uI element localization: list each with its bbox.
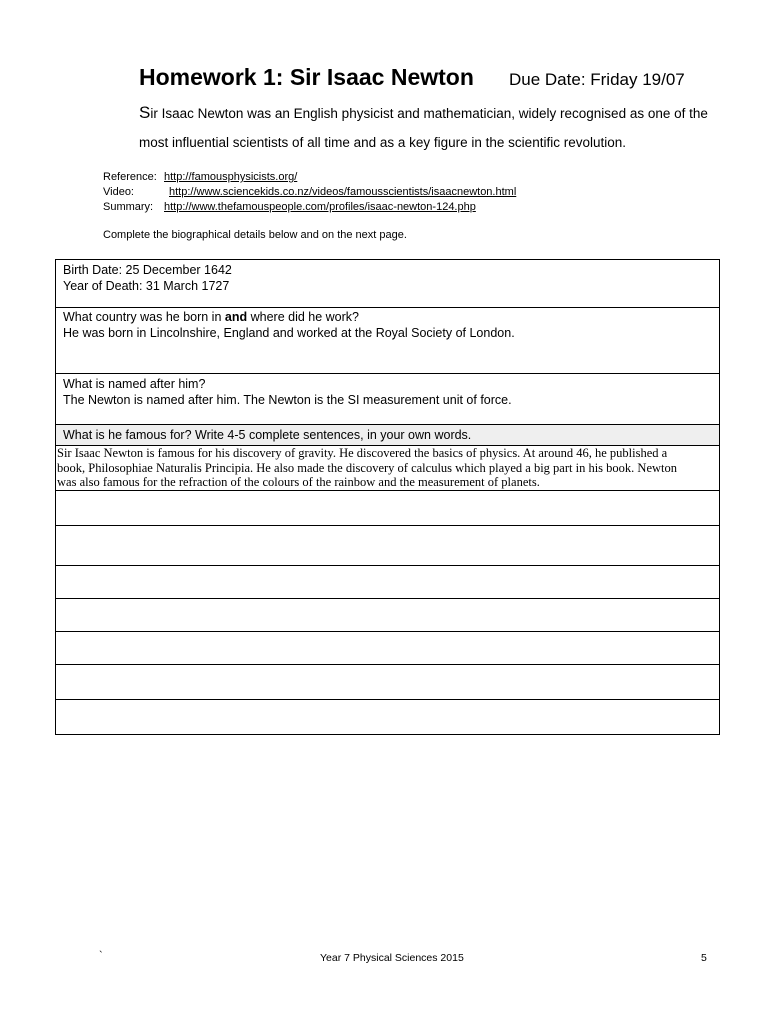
- page-number: 5: [701, 952, 707, 964]
- reference-label: Reference:: [103, 171, 157, 183]
- summary-label: Summary:: [103, 201, 154, 213]
- famous-answer-line: book, Philosophiae Naturalis Principia. He also made the discovery of calculus which played a big part in his book. Newton: [57, 460, 678, 475]
- due-date: Due Date: Friday 19/07: [509, 70, 685, 89]
- intro-first-letter: S: [139, 103, 151, 122]
- country-question: [63, 309, 712, 325]
- birth-date: Birth Date: 25 December 1642: [63, 263, 232, 277]
- named-cell[interactable]: [56, 374, 719, 425]
- famous-answer-line: Sir Isaac Newton is famous for his discovery of gravity. He discovered the basics of physics. At around 46, he published a: [57, 446, 668, 460]
- footer-course: Year 7 Physical Sciences 2015: [320, 952, 464, 964]
- country-question-bold: and: [224, 310, 248, 324]
- intro-paragraph: [139, 98, 739, 157]
- famous-answer-line: was also famous for the refraction of the colours of the rainbow and the measurement of planets.: [57, 475, 540, 489]
- footer-tick: `: [99, 950, 103, 962]
- summary-link[interactable]: http://www.thefamouspeople.com/profiles/isaac-newton-124.php: [164, 201, 476, 213]
- summary-row: [103, 200, 516, 215]
- blank-answer-row[interactable]: [56, 491, 719, 526]
- blank-answer-row[interactable]: [56, 665, 719, 700]
- video-row: [103, 185, 516, 200]
- named-answer: The Newton is named after him. The Newton is the SI measurement unit of force.: [63, 393, 512, 407]
- death-date: Year of Death: 31 March 1727: [63, 279, 230, 293]
- reference-row: [103, 170, 516, 185]
- famous-answer-cell[interactable]: [56, 446, 719, 491]
- dates-cell[interactable]: [56, 260, 719, 308]
- blank-answer-row[interactable]: [56, 599, 719, 632]
- page-title: Homework 1: Sir Isaac Newton: [139, 64, 474, 90]
- blank-answer-row[interactable]: [56, 632, 719, 665]
- reference-link[interactable]: http://famousphysicists.org/: [164, 171, 298, 183]
- famous-question-cell: [56, 425, 719, 446]
- biography-table: [55, 259, 720, 735]
- blank-answer-row[interactable]: [56, 566, 719, 599]
- video-label: Video:: [103, 186, 134, 198]
- blank-answer-row[interactable]: [56, 700, 719, 734]
- country-question-end: where did he work?: [247, 310, 359, 324]
- blank-answer-row[interactable]: [56, 526, 719, 566]
- country-answer: He was born in Lincolnshire, England and worked at the Royal Society of London.: [63, 326, 515, 340]
- country-cell[interactable]: [56, 308, 719, 374]
- video-link[interactable]: http://www.sciencekids.co.nz/videos/famousscientists/isaacnewton.html: [169, 186, 517, 198]
- named-question: What is named after him?: [63, 377, 206, 391]
- country-question-start: What country was he born in: [63, 310, 225, 324]
- intro-text: ir Isaac Newton was an English physicist and mathematician, widely recognised as one of the most influential scientists of all time and as a key figure in the scientific revolution.: [139, 106, 708, 150]
- famous-question: What is he famous for? Write 4-5 complete sentences, in your own words.: [63, 428, 472, 442]
- reference-list: [103, 170, 516, 215]
- instructions: Complete the biographical details below and on the next page.: [103, 229, 407, 241]
